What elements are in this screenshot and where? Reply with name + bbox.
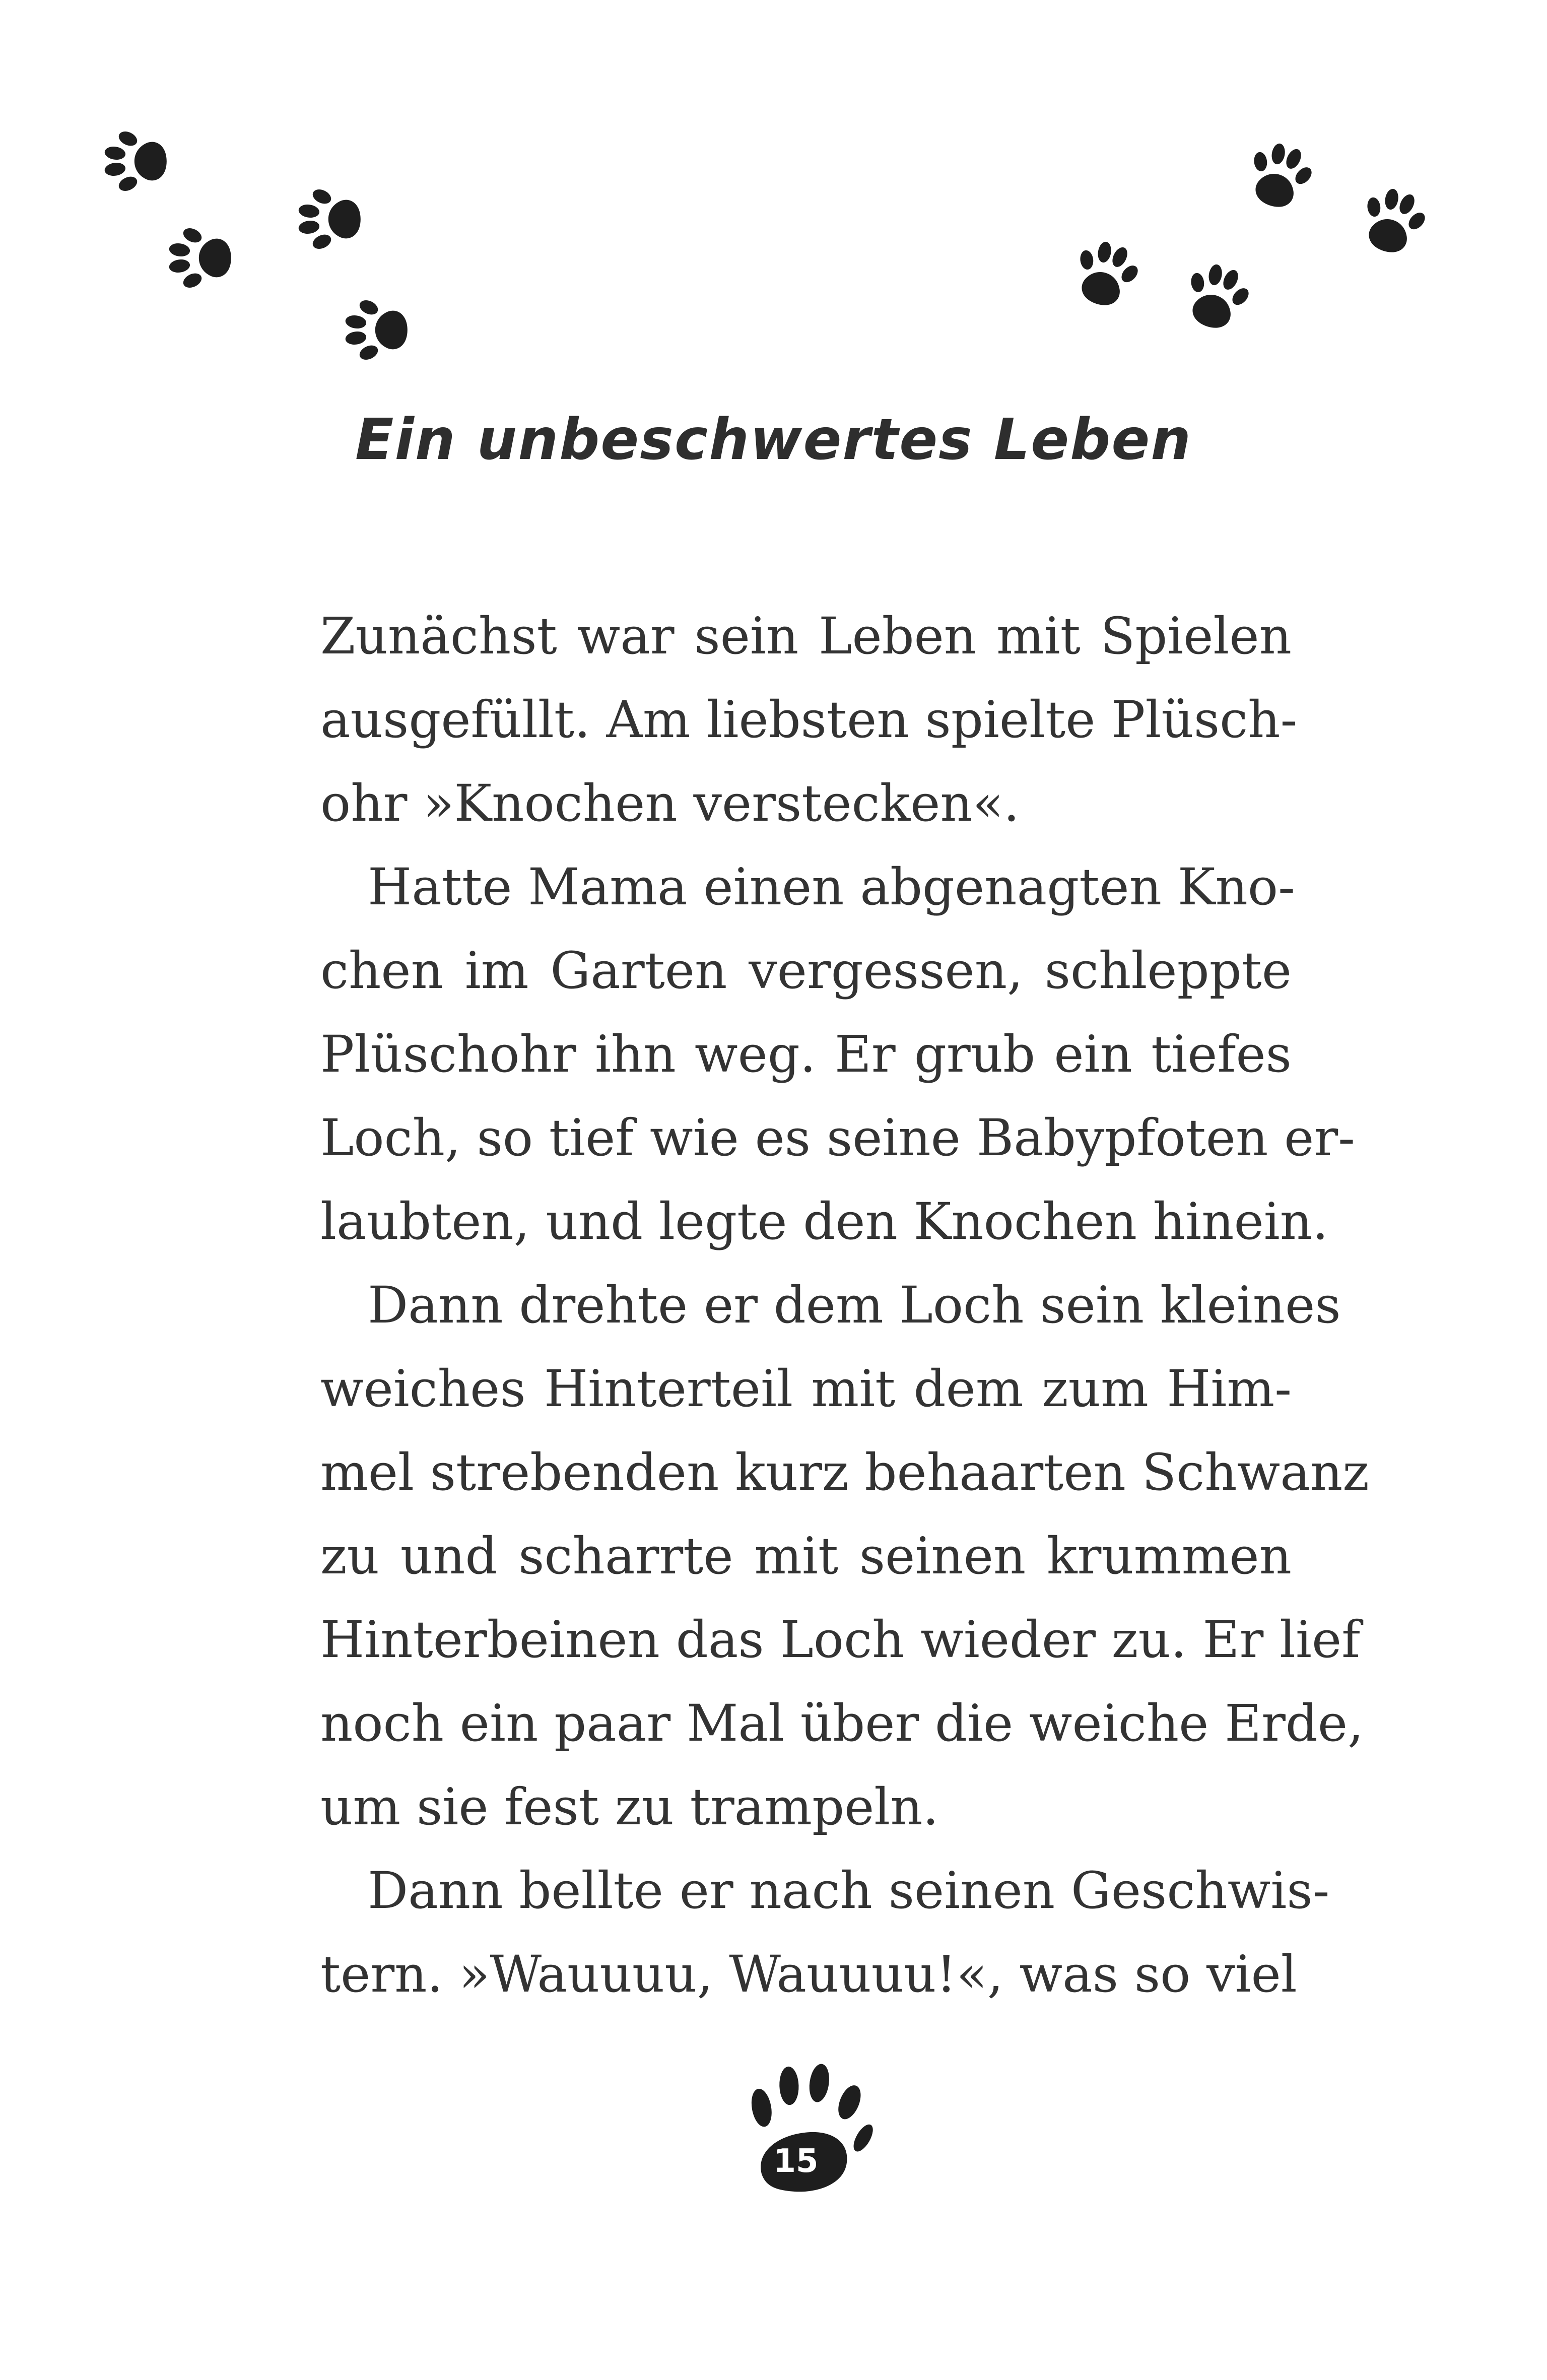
chapter-title: Ein unbeschwertes Leben	[355, 407, 1192, 473]
text-line: zu und scharrte mit seinen krummen	[320, 1527, 1292, 1585]
text-line: Plüschohr ihn weg. Er grub ein tiefes	[320, 1025, 1292, 1084]
paw-print-icon	[337, 290, 417, 370]
text-line: um sie fest zu trampeln.	[320, 1777, 939, 1836]
body-text	[320, 594, 1369, 2016]
page-number-paw-icon	[741, 2056, 882, 2207]
text-line: Dann bellte er nach seinen Geschwis-	[368, 1861, 1330, 1920]
text-line: mel strebenden kurz behaarten Schwanz	[320, 1443, 1369, 1502]
page-number: 15	[773, 2143, 819, 2180]
text-line: tern. »Wauuuu, Wauuuu!«, was so viel	[320, 1945, 1297, 2004]
text-line: ohr »Knochen verstecken«.	[320, 774, 1020, 833]
text-line: Hinterbeinen das Loch wieder zu. Er lief	[320, 1610, 1361, 1669]
paw-print-icon	[1166, 246, 1267, 348]
text-line: laubten, und legte den Knochen hinein.	[320, 1192, 1328, 1251]
paw-print-icon	[1055, 224, 1157, 325]
text-line: weiches Hinterteil mit dem zum Him-	[320, 1359, 1292, 1418]
text-line: chen im Garten vergessen, schleppte	[320, 941, 1292, 1000]
paw-print-icon	[1342, 171, 1444, 273]
paw-print-icon	[290, 179, 370, 259]
text-line: Zunächst war sein Leben mit Spielen	[320, 607, 1292, 666]
paw-print-icon	[96, 121, 176, 202]
paw-print-icon	[1229, 125, 1330, 227]
paragraph	[320, 1849, 1330, 2016]
paragraph	[320, 594, 1298, 845]
text-line: Hatte Mama einen abgenagten Kno-	[368, 857, 1295, 916]
text-line: ausgefüllt. Am liebsten spielte Plüsch-	[320, 690, 1298, 749]
text-line: Dann drehte er dem Loch sein kleines	[368, 1276, 1341, 1335]
paragraph	[320, 845, 1355, 1264]
text-line: Loch, so tief wie es seine Babypfoten er-	[320, 1108, 1355, 1167]
paw-print-icon	[160, 218, 241, 298]
text-line: noch ein paar Mal über die weiche Erde,	[320, 1694, 1364, 1753]
paragraph	[320, 1264, 1369, 1849]
